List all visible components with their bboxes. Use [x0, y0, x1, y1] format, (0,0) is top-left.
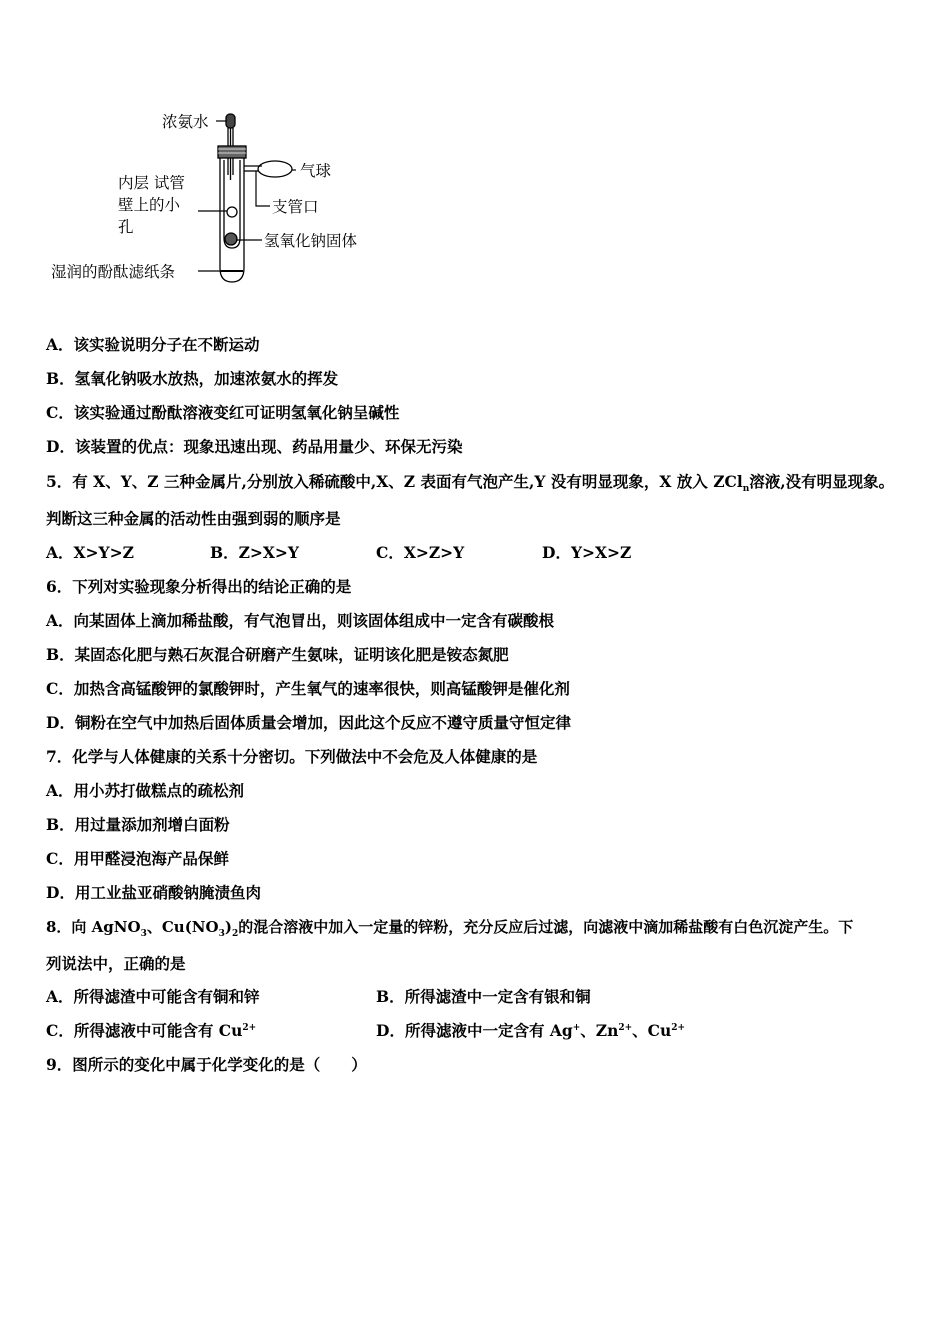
label-inner-tube-1: 内层 试管 — [118, 174, 185, 192]
q4-option-c: C．该实验通过酚酞溶液变红可证明氢氧化钠呈碱性 — [46, 403, 400, 422]
q5-option-b: B．Z>X>Y — [210, 543, 299, 562]
q8-sub1: 3 — [140, 929, 147, 939]
q8-option-b: B．所得滤渣中一定含有银和铜 — [376, 987, 591, 1006]
q8-option-d-p2: 、Zn — [580, 1021, 619, 1040]
label-filter-paper: 湿润的酚酞滤纸条 — [51, 263, 176, 281]
label-balloon: 气球 — [300, 162, 332, 180]
q8-stem-p3: ) — [224, 918, 232, 936]
q5-stem-part1: 5．有 X、Y、Z 三种金属片,分别放入稀硫酸中,X、Z 表面有气泡产生,Y 没有明显现象，X 放入 ZCl — [46, 472, 743, 491]
label-branch-port: 支管口 — [272, 198, 319, 216]
q4-option-b: B．氢氧化钠吸水放热，加速浓氨水的挥发 — [46, 369, 339, 388]
dropper-bulb — [226, 114, 235, 128]
q6-option-d: D．铜粉在空气中加热后固体质量会增加，因此这个反应不遵守质量守恒定律 — [46, 713, 571, 732]
q7-option-d: D．用工业盐亚硝酸钠腌渍鱼肉 — [46, 883, 261, 902]
rubber-stopper — [218, 146, 246, 158]
q8-option-d-p3: 、Cu — [632, 1021, 672, 1040]
q8-stem — [46, 917, 853, 937]
q6-option-c: C．加热含高锰酸钾的氯酸钾时，产生氧气的速率很快，则高锰酸钾是催化剂 — [46, 679, 570, 698]
q8-option-a: A．所得滤渣中可能含有铜和锌 — [46, 987, 260, 1006]
q8-option-d-p1: D．所得滤液中一定含有 Ag — [376, 1021, 573, 1040]
q8-stem-line2: 列说法中，正确的是 — [46, 954, 186, 973]
q7-option-c: C．用甲醛浸泡海产品保鲜 — [46, 849, 229, 868]
q8-option-c — [46, 1021, 256, 1041]
q5-stem-part2: 溶液,没有明显现象。 — [749, 472, 895, 491]
q8-option-d — [376, 1021, 685, 1041]
q5-option-c: C．X>Z>Y — [376, 543, 465, 562]
q6-option-a: A．向某固体上滴加稀盐酸，有气泡冒出，则该固体组成中一定含有碳酸根 — [46, 611, 555, 630]
q5-stem-sub: n — [742, 484, 750, 495]
q6-stem: 6．下列对实验现象分析得出的结论正确的是 — [46, 577, 352, 596]
q5-option-d: D．Y>X>Z — [542, 543, 632, 562]
q5-option-a: A．X>Y>Z — [46, 543, 134, 562]
q8-option-d-sup3: 2+ — [671, 1022, 686, 1033]
q8-stem-p1: 8．向 AgNO — [46, 918, 141, 936]
label-inner-tube-2: 壁上的小 — [118, 196, 181, 214]
q6-option-b: B．某固态化肥与熟石灰混合研磨产生氨味，证明该化肥是铵态氮肥 — [46, 645, 509, 664]
label-ammonia: 浓氨水 — [162, 113, 209, 131]
q5-stem-line2: 判断这三种金属的活动性由强到弱的顺序是 — [46, 509, 341, 528]
q7-option-a: A．用小苏打做糕点的疏松剂 — [46, 781, 245, 800]
label-naoh: 氢氧化钠固体 — [264, 232, 358, 250]
q7-option-b: B．用过量添加剂增白面粉 — [46, 815, 230, 834]
q4-option-a: A．该实验说明分子在不断运动 — [46, 335, 260, 354]
q8-stem-p2: 、Cu(NO — [146, 918, 219, 936]
q8-option-d-sup2: 2+ — [618, 1022, 633, 1033]
q8-option-c-sup: 2+ — [242, 1022, 257, 1033]
q7-stem: 7．化学与人体健康的关系十分密切。下列做法中不会危及人体健康的是 — [46, 747, 538, 766]
q8-option-d-sup1: + — [572, 1022, 581, 1033]
naoh-solid — [225, 233, 237, 245]
balloon — [258, 161, 292, 177]
q8-sub2: 3 — [218, 929, 225, 939]
q5-stem — [46, 472, 895, 495]
q9-stem: 9．图所示的变化中属于化学变化的是（ ） — [46, 1055, 367, 1074]
q8-sub3: 2 — [231, 929, 239, 939]
q8-stem-p4: 的混合溶液中加入一定量的锌粉，充分反应后过滤，向滤液中滴加稀盐酸有白色沉淀产生。下 — [238, 918, 854, 936]
label-inner-tube-3: 孔 — [118, 218, 134, 236]
q8-option-c-text: C．所得滤液中可能含有 Cu — [46, 1021, 243, 1040]
q4-option-d: D．该装置的优点：现象迅速出现、药品用量少、环保无污染 — [46, 437, 463, 456]
small-hole — [227, 207, 237, 217]
apparatus-diagram — [0, 0, 950, 300]
